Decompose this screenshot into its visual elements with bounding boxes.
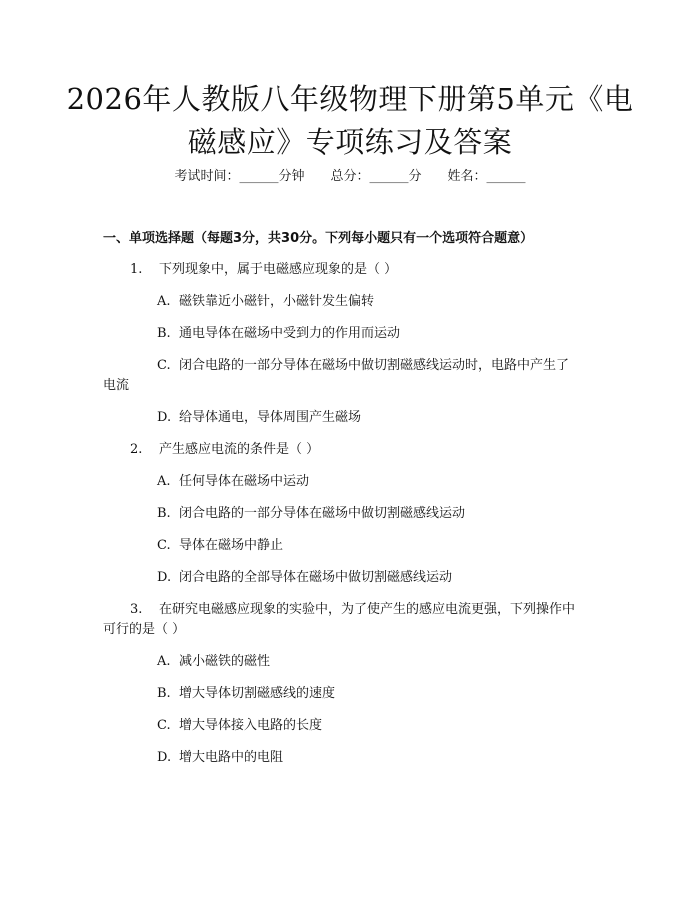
question-3-stem xyxy=(130,601,575,619)
question-2-option-d xyxy=(157,569,452,587)
question-1-option-a xyxy=(157,293,374,311)
option-letter: C. xyxy=(157,358,171,373)
question-number: 2. xyxy=(130,442,143,457)
option-letter: A. xyxy=(157,474,171,489)
option-letter: A. xyxy=(157,294,171,309)
option-letter: B. xyxy=(157,686,171,701)
option-letter: A. xyxy=(157,654,171,669)
question-1-stem xyxy=(130,261,397,279)
title-line-1: 2026年人教版八年级物理下册第5单元《电 xyxy=(66,82,634,116)
question-number: 3. xyxy=(130,602,143,617)
question-text: 下列现象中，属于电磁感应现象的是（ ） xyxy=(159,262,398,277)
section-heading: 一、单项选择题（每题3分，共30分。下列每小题只有一个选项符合题意） xyxy=(103,231,534,246)
question-1-option-d xyxy=(157,409,361,427)
option-text: 增大导体接入电路的长度 xyxy=(179,718,323,733)
student-name-field: 姓名：______ xyxy=(447,169,526,184)
question-number: 1. xyxy=(130,262,143,277)
question-1-option-c-continuation: 电流 xyxy=(103,378,130,393)
title-line-2: 磁感应》专项练习及答案 xyxy=(187,125,513,159)
option-letter: B. xyxy=(157,326,171,341)
option-text: 增大导体切割磁感线的速度 xyxy=(179,686,336,701)
question-3-option-a xyxy=(157,653,270,671)
option-text: 通电导体在磁场中受到力的作用而运动 xyxy=(179,326,401,341)
exam-info-row xyxy=(0,168,700,186)
question-text: 产生感应电流的条件是（ ） xyxy=(159,442,320,457)
option-text: 增大电路中的电阻 xyxy=(179,750,284,765)
question-3-option-c xyxy=(157,717,322,735)
option-letter: C. xyxy=(157,718,171,733)
question-2-option-a xyxy=(157,473,309,491)
exam-time-field: 考试时间：______分钟 xyxy=(174,169,305,184)
option-letter: C. xyxy=(157,538,171,553)
option-letter: D. xyxy=(157,410,172,425)
question-3-stem-continuation: 可行的是（ ） xyxy=(103,622,186,637)
option-text: 给导体通电，导体周围产生磁场 xyxy=(179,410,362,425)
option-letter: D. xyxy=(157,570,172,585)
question-3-option-d xyxy=(157,749,283,767)
document-title xyxy=(60,78,640,164)
option-text: 闭合电路的一部分导体在磁场中做切割磁感线运动时，电路中产生了 xyxy=(179,358,570,373)
option-text: 磁铁靠近小磁针，小磁针发生偏转 xyxy=(179,294,375,309)
question-3-option-b xyxy=(157,685,335,703)
question-2-option-c xyxy=(157,537,283,555)
option-text: 减小磁铁的磁性 xyxy=(179,654,271,669)
option-letter: D. xyxy=(157,750,172,765)
option-text: 任何导体在磁场中运动 xyxy=(179,474,310,489)
option-text: 闭合电路的一部分导体在磁场中做切割磁感线运动 xyxy=(179,506,466,521)
total-score-field: 总分：______分 xyxy=(330,169,422,184)
question-1-option-b xyxy=(157,325,400,343)
question-1-option-c xyxy=(157,357,569,375)
option-text: 导体在磁场中静止 xyxy=(179,538,284,553)
question-2-option-b xyxy=(157,505,465,523)
question-2-stem xyxy=(130,441,319,459)
option-text: 闭合电路的全部导体在磁场中做切割磁感线运动 xyxy=(179,570,453,585)
option-letter: B. xyxy=(157,506,171,521)
question-text: 在研究电磁感应现象的实验中，为了使产生的感应电流更强，下列操作中 xyxy=(159,602,576,617)
